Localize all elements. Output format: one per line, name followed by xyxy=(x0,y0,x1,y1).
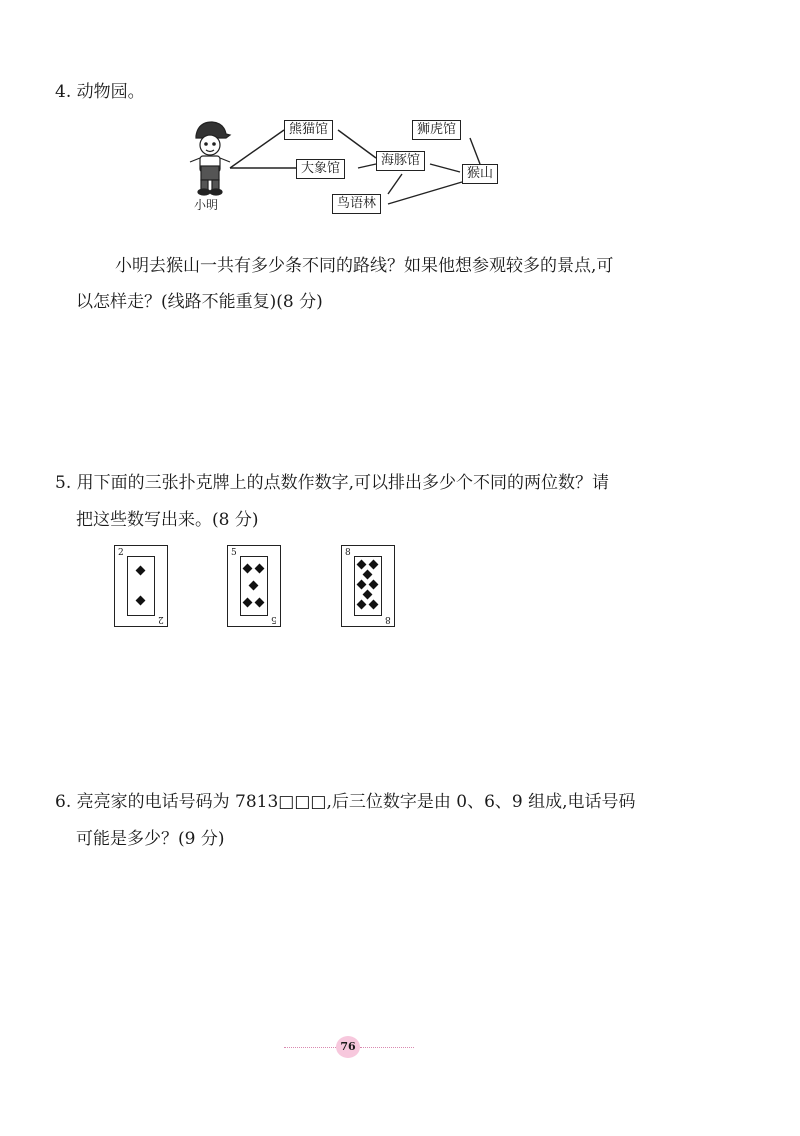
q5-text-line1: 5. 用下面的三张扑克牌上的点数作数字,可以排出多少个不同的两位数？请 xyxy=(55,473,610,493)
playing-card-8 xyxy=(341,545,395,627)
footer-divider-left xyxy=(284,1047,336,1048)
node-dolphin-hall: 海豚馆 xyxy=(376,151,425,171)
diamond-pip-icon xyxy=(255,598,265,608)
diamond-pip-icon xyxy=(363,590,373,600)
diamond-pip-icon xyxy=(357,600,367,610)
q4-text-line1: 小明去猴山一共有多少条不同的路线？如果他想参观较多的景点,可 xyxy=(115,256,614,276)
route-dolphin-bird xyxy=(388,174,402,194)
q6-text-line2: 可能是多少？(9 分) xyxy=(76,829,225,849)
diamond-pip-icon xyxy=(363,570,373,580)
q4-title: 4. 动物园。 xyxy=(55,82,145,102)
node-bird-forest: 鸟语林 xyxy=(332,194,381,214)
card-rank-bottom: 8 xyxy=(385,614,391,624)
route-bird-monkey xyxy=(388,182,462,204)
q6-text-line1: 6. 亮亮家的电话号码为 7813□□□,后三位数字是由 0、6、9 组成,电话号码 xyxy=(55,792,636,812)
playing-card-5 xyxy=(227,545,281,627)
q5-text-line2: 把这些数写出来。(8 分) xyxy=(76,510,259,530)
node-lion-tiger-hall: 狮虎馆 xyxy=(412,120,461,140)
playing-card-2 xyxy=(114,545,168,627)
diamond-pip-icon xyxy=(255,564,265,574)
node-panda-hall: 熊猫馆 xyxy=(284,120,333,140)
route-lion-monkey xyxy=(470,138,480,164)
route-boy-panda xyxy=(230,130,284,168)
page-number: 76 xyxy=(336,1036,360,1058)
card-rank-top: 2 xyxy=(118,548,124,558)
diamond-pip-icon xyxy=(369,560,379,570)
card-rank-bottom: 5 xyxy=(271,614,277,624)
card-rank-bottom: 2 xyxy=(158,614,164,624)
diamond-pip-icon xyxy=(243,564,253,574)
node-monkey-hill: 猴山 xyxy=(462,164,498,184)
diamond-pip-icon xyxy=(369,600,379,610)
boy-icon xyxy=(186,118,232,196)
card-face xyxy=(127,556,155,616)
zoo-route-diagram xyxy=(180,112,520,222)
diamond-pip-icon xyxy=(243,598,253,608)
card-face xyxy=(354,556,382,616)
diamond-pip-icon xyxy=(357,560,367,570)
diamond-pip-icon xyxy=(369,580,379,590)
card-face xyxy=(240,556,268,616)
diamond-pip-icon xyxy=(136,596,146,606)
person-label: 小明 xyxy=(194,198,219,212)
route-panda-dolphin xyxy=(338,130,376,158)
route-dolphin-monkey xyxy=(430,164,460,172)
diamond-pip-icon xyxy=(136,566,146,576)
card-rank-top: 8 xyxy=(345,548,351,558)
route-elephant-dolphin xyxy=(358,164,376,168)
card-rank-top: 5 xyxy=(231,548,237,558)
diamond-pip-icon xyxy=(249,581,259,591)
diamond-pip-icon xyxy=(357,580,367,590)
footer-divider-right xyxy=(360,1047,414,1048)
q4-text-line2: 以怎样走？(线路不能重复)(8 分) xyxy=(76,292,323,312)
node-elephant-hall: 大象馆 xyxy=(296,159,345,179)
